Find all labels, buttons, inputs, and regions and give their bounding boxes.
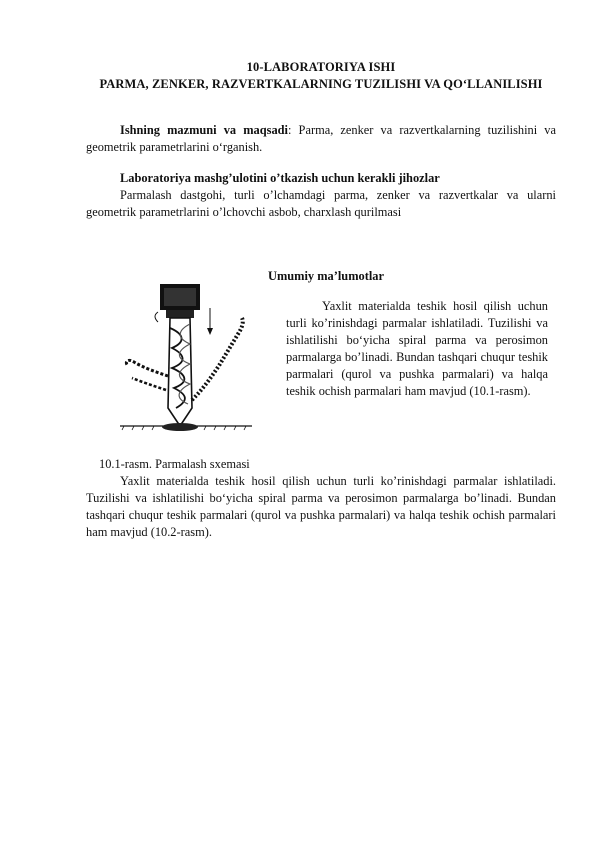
equipment-heading: [86, 170, 556, 187]
general-info-paragraph: Yaxlit materialda teshik hosil qilish uchun turli ko’rinishdagi parmalar ishlatiladi. Tuzilishi va ishlatilishi bo‘yicha spiral parma va perosimon parmalarga bo’linadi. Bundan tashqari chuqur teshik parmalari (qurol va pushka parmalari) va halqa teshik ochish parmalari ham mavjud (10.1-rasm).: [286, 299, 548, 398]
body-paragraph: Yaxlit materialda teshik hosil qilish uchun turli ko’rinishdagi parmalar ishlatiladi. Tuzilishi va ishlatilishi bo‘yicha spiral parma va perosimon parmalarga bo’linadi. Bundan tashqari chuqur teshik parmalari (qurol va pushka parmalari) va halqa teshik ochish parmalari ham mavjud (10.2-rasm).: [86, 474, 556, 539]
equipment-paragraph: Parmalash dastgohi, turli o’lchamdagi parma, zenker va razvertkalar va ularni geometrik parametrlarini o’lchovchi asbob, charxlash qurilmasi: [86, 188, 556, 219]
figure-caption: 10.1-rasm. Parmalash sxemasi: [99, 457, 250, 471]
drilling-scheme-figure: [112, 280, 262, 440]
general-info-heading: Umumiy ma’lumotlar: [268, 269, 384, 283]
equipment-heading-text: Laboratoriya mashg’ulotini o’tkazish uchun kerakli jihozlar: [120, 171, 440, 185]
purpose-text: : Parma, zenker va razvertkalarning tuzilishini va geometrik parametrlarini o‘rganish.: [86, 123, 556, 154]
document-title-line2: PARMA, ZENKER, RAZVERTKALARNING TUZILISHI VA QO‘LLANILISHI: [99, 77, 543, 91]
purpose-label: Ishning mazmuni va maqsadi: [120, 123, 288, 137]
purpose-paragraph: [86, 122, 556, 156]
document-title-line1: 10-LABORATORIYA ISHI: [246, 60, 396, 74]
